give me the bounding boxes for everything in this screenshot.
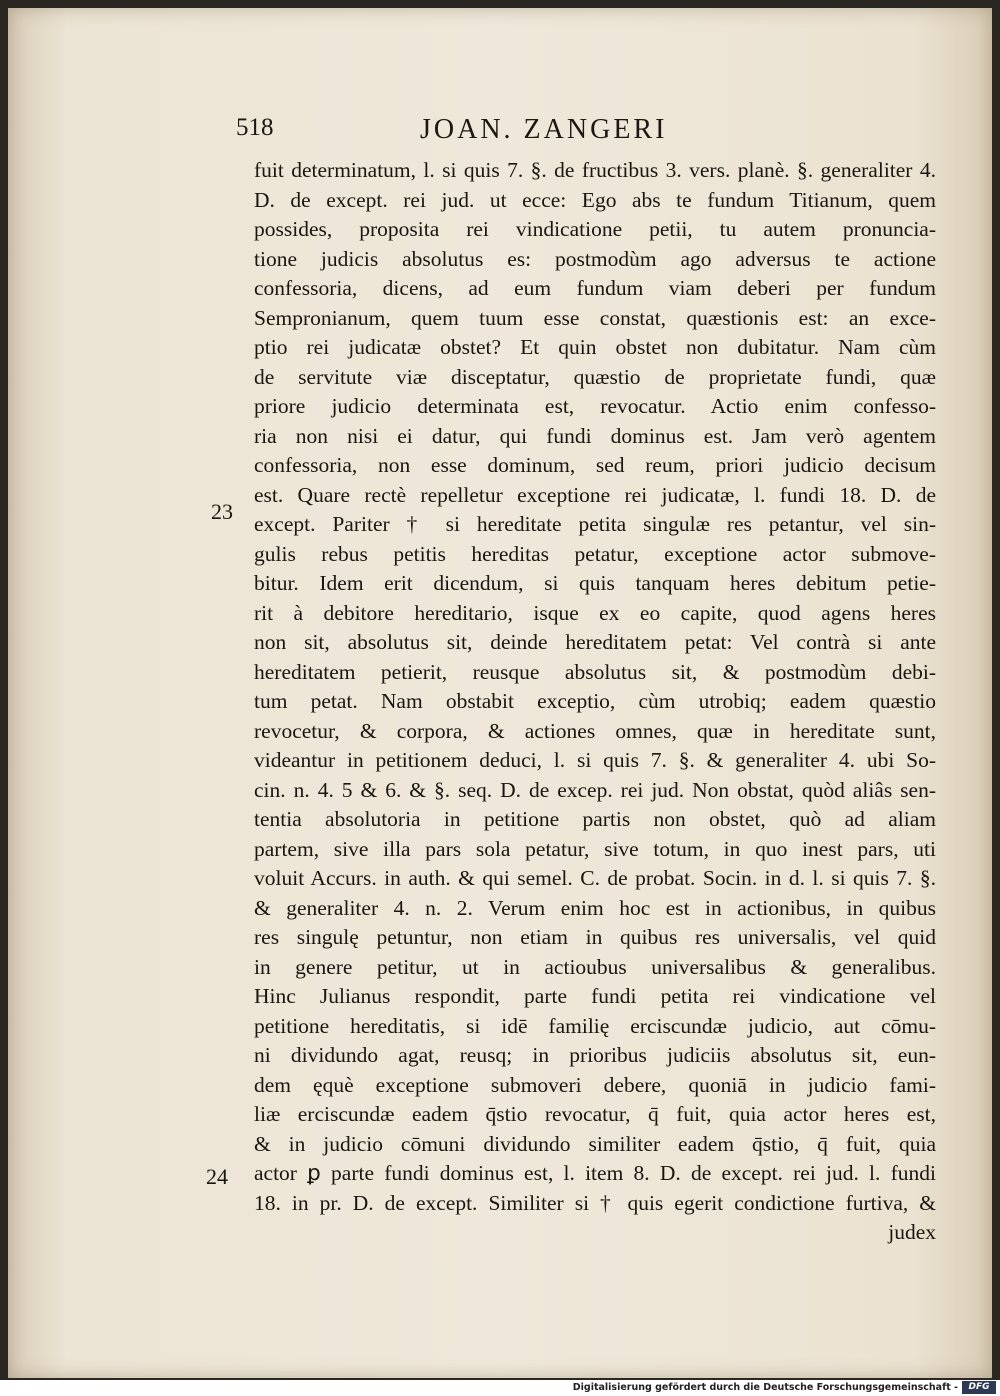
text-line: bitur. Idem erit dicendum, si quis tanquam heres debitum petie- (254, 571, 936, 595)
text-line: confessoria, non esse dominum, sed reum, priori judicio decisum (254, 453, 936, 477)
catchword: judex (888, 1220, 936, 1244)
text-line: possides, proposita rei vindicatione petii, tu autem pronuncia- (254, 217, 936, 241)
text-line: gulis rebus petitis hereditas petatur, exceptione actor submove- (254, 541, 936, 566)
margin-number-23: 23 (211, 499, 233, 524)
text-line: tum petat. Nam obstabit exceptio, cùm utrobiq; eadem quæstio (254, 689, 936, 713)
text-line: rit à debitore hereditario, isque ex eo capite, quod agens heres (254, 600, 936, 625)
text-line: non sit, absolutus sit, deinde hereditatem petat: Vel contrà si ante (254, 630, 936, 654)
text-line: cin. n. 4. 5 & 6. & §. seq. D. de excep. rei jud. Non obstat, quòd aliâs sen- (254, 777, 936, 802)
text-line: fuit determinatum, l. si quis 7. §. de fructibus 3. vers. planè. §. generaliter 4. (254, 158, 936, 182)
text-line: petitione hereditatis, si idē familię erciscundæ judicio, aut cōmu- (254, 1013, 936, 1038)
text-line: ni dividundo agat, reusq; in prioribus judiciis absolutus sit, eun- (254, 1043, 936, 1067)
text-line: liæ erciscundæ eadem q̄stio revocatur, q̄ fuit, quia actor heres est, (254, 1102, 936, 1126)
page-number: 518 (236, 114, 274, 141)
text-line: partem, sive illa pars sola petatur, sive totum, in quo inest pars, uti (254, 836, 936, 861)
text-line: Hinc Julianus respondit, parte fundi petita rei vindicatione vel (254, 984, 936, 1008)
text-line: Sempronianum, quem tuum esse constat, quæstionis est: an exce- (254, 305, 936, 330)
text-line: actor ꝑ parte fundi dominus est, l. item 8. D. de except. rei jud. l. fundi (254, 1161, 936, 1185)
body-text (254, 156, 936, 1248)
text-line: & in judicio cōmuni dividundo similiter eadem q̄stio, q̄ fuit, quia (254, 1131, 936, 1156)
margin-number-24: 24 (206, 1164, 228, 1189)
text-line: est. Quare rectè repelletur exceptione rei judicatæ, l. fundi 18. D. de (254, 482, 936, 507)
text-line: tione judicis absolutus es: postmodùm ago adversus te actione (254, 246, 936, 271)
text-line: voluit Accurs. in auth. & qui semel. C. de probat. Socin. in d. l. si quis 7. §. (254, 866, 936, 890)
funding-credit: Digitalisierung gefördert durch die Deutsche Forschungsgemeinschaft - (572, 1382, 958, 1393)
dfg-logo: DFG (962, 1381, 996, 1394)
running-head: JOAN. ZANGERI (420, 114, 668, 145)
text-line: revocetur, & corpora, & actiones omnes, quæ in hereditate sunt, (254, 718, 936, 743)
text-line: in genere petitur, ut in actioubus universalibus & generalibus. (254, 954, 936, 979)
text-line: priore judicio determinata est, revocatur. Actio enim confesso- (254, 394, 936, 418)
text-line: tentia absolutoria in petitione partis non obstet, quò ad aliam (254, 807, 936, 831)
text-line: dem ęquè exceptione submoveri debere, quoniā in judicio fami- (254, 1072, 936, 1097)
text-line: confessoria, dicens, ad eum fundum viam deberi per fundum (254, 276, 936, 300)
text-line: except. Pariter † si hereditate petita singulæ res petantur, vel sin- (254, 512, 936, 536)
text-line: hereditatem petierit, reusque absolutus sit, & postmodùm debi- (254, 659, 936, 684)
text-line: ptio rei judicatæ obstet? Et quin obstet non dubitatur. Nam cùm (254, 335, 936, 359)
text-line: de servitute viæ disceptatur, quæstio de proprietate fundi, quæ (254, 364, 936, 389)
text-line: ria non nisi ei datur, qui fundi dominus est. Jam verò agentem (254, 423, 936, 448)
text-line: videantur in petitionem deduci, l. si quis 7. §. & generaliter 4. ubi So- (254, 748, 936, 772)
text-line: 18. in pr. D. de except. Similiter si † quis egerit condictione furtiva, & (254, 1190, 936, 1215)
text-line: & generaliter 4. n. 2. Verum enim hoc est in actionibus, in quibus (254, 895, 936, 920)
text-line: res singulę petuntur, non etiam in quibus res universalis, vel quid (254, 925, 936, 949)
text-line: D. de except. rei jud. ut ecce: Ego abs te fundum Titianum, quem (254, 187, 936, 212)
page-header (236, 114, 736, 150)
